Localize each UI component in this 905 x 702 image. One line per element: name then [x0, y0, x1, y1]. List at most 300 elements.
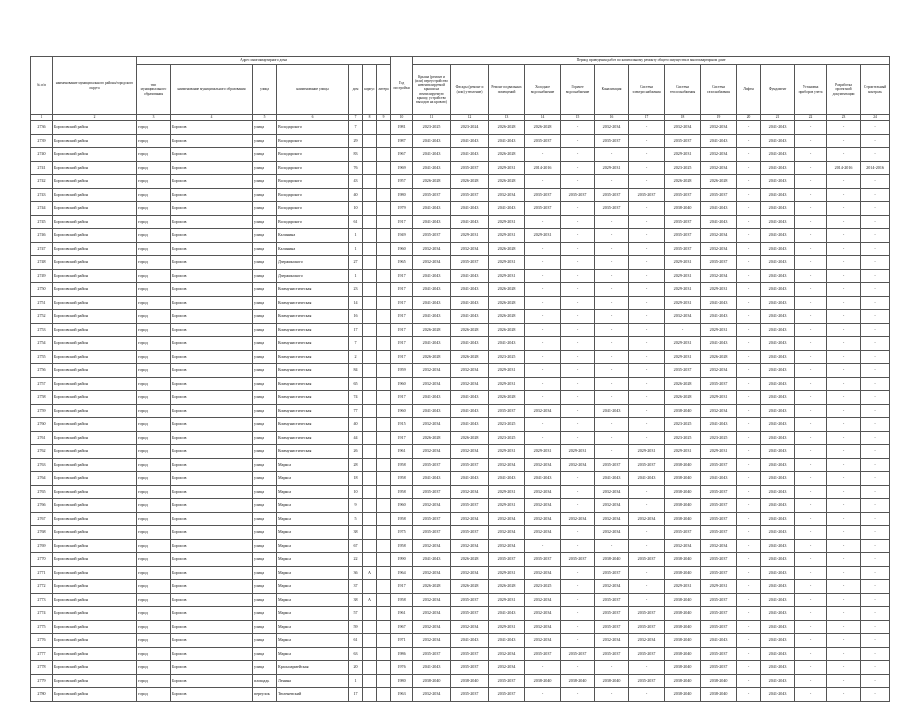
table-cell: 2026-2028 — [489, 242, 525, 256]
table-cell: 2035-2037 — [701, 553, 737, 567]
table-cell: город — [137, 296, 171, 310]
table-cell — [377, 485, 391, 499]
table-cell: - — [629, 283, 665, 297]
table-cell: 18 — [349, 472, 363, 486]
table-cell: 2032-2034 — [451, 512, 489, 526]
table-cell: 2041-2043 — [761, 431, 795, 445]
table-row — [31, 350, 890, 364]
table-cell: 2742 — [31, 175, 53, 189]
table-cell: улица — [253, 296, 277, 310]
table-cell: 2041-2043 — [413, 202, 451, 216]
table-cell — [363, 215, 377, 229]
table-cell: 43 — [349, 175, 363, 189]
table-cell: переулок — [253, 688, 277, 702]
table-cell: - — [861, 580, 890, 594]
table-cell: - — [827, 269, 861, 283]
table-cell: 2026-2028 — [665, 391, 701, 405]
table-cell: 2026-2028 — [489, 283, 525, 297]
table-cell: 2757 — [31, 377, 53, 391]
table-cell: 2747 — [31, 242, 53, 256]
table-cell: 7 — [349, 121, 363, 135]
table-cell: 2771 — [31, 566, 53, 580]
table-cell: 1 — [349, 674, 363, 688]
table-cell: город — [137, 688, 171, 702]
table-cell: 1979 — [391, 202, 413, 216]
table-cell: Маркса — [277, 458, 349, 472]
table-cell: - — [795, 661, 827, 675]
table-cell: 2032-2034 — [701, 404, 737, 418]
col-header-8: корпус — [363, 65, 377, 115]
table-row — [31, 566, 890, 580]
table-cell: улица — [253, 229, 277, 243]
table-cell: 2032-2034 — [413, 634, 451, 648]
table-cell: 16 — [349, 310, 363, 324]
table-cell: - — [561, 580, 595, 594]
table-cell: 2041-2043 — [761, 458, 795, 472]
table-cell — [377, 526, 391, 540]
table-cell: город — [137, 580, 171, 594]
table-cell: Коммунистическая — [277, 323, 349, 337]
table-cell: 2032-2034 — [525, 404, 561, 418]
table-cell: - — [827, 431, 861, 445]
table-cell: - — [737, 512, 761, 526]
table-row — [31, 377, 890, 391]
table-cell: город — [137, 620, 171, 634]
table-cell: 1917 — [391, 215, 413, 229]
table-cell: Коммунистическая — [277, 310, 349, 324]
table-cell: - — [737, 661, 761, 675]
table-cell: - — [595, 242, 629, 256]
table-cell: 76 — [349, 161, 363, 175]
col-header-7: дом — [349, 65, 363, 115]
table-cell: - — [795, 323, 827, 337]
table-cell — [377, 620, 391, 634]
table-cell: 1964 — [391, 566, 413, 580]
table-cell: 2763 — [31, 458, 53, 472]
table-cell: - — [525, 661, 561, 675]
table-cell: 2023-2025 — [489, 418, 525, 432]
col-header-17: Система электроснабжения — [629, 65, 665, 115]
table-cell: - — [595, 296, 629, 310]
table-cell: - — [561, 526, 595, 540]
table-cell: 2041-2043 — [761, 647, 795, 661]
table-cell: - — [525, 269, 561, 283]
table-cell: 1986 — [391, 647, 413, 661]
table-cell: 2762 — [31, 445, 53, 459]
table-cell: Маркса — [277, 566, 349, 580]
col-header-22: Установка приборов учета — [795, 65, 827, 115]
table-cell: 2026-2028 — [489, 391, 525, 405]
table-cell: 2038-2040 — [561, 674, 595, 688]
table-cell: 2035-2037 — [451, 499, 489, 513]
table-cell: 2041-2043 — [489, 134, 525, 148]
table-cell: 2035-2037 — [451, 256, 489, 270]
table-cell — [377, 634, 391, 648]
table-cell: Борисовский район — [53, 256, 137, 270]
table-cell: - — [861, 607, 890, 621]
table-cell: 74 — [349, 391, 363, 405]
table-cell: 2029-2031 — [701, 580, 737, 594]
table-cell: 2041-2043 — [761, 620, 795, 634]
table-cell: - — [561, 310, 595, 324]
col-header-6: наименование улицы — [277, 65, 349, 115]
table-cell: Борисов — [171, 175, 253, 189]
table-cell — [377, 323, 391, 337]
table-cell: 2023-2025 — [665, 418, 701, 432]
table-cell: 2746 — [31, 229, 53, 243]
table-cell: 2032-2034 — [413, 418, 451, 432]
table-cell: - — [629, 161, 665, 175]
table-cell: - — [795, 472, 827, 486]
table-cell: 2041-2043 — [451, 202, 489, 216]
table-cell — [377, 256, 391, 270]
table-cell: город — [137, 323, 171, 337]
table-cell: 2041-2043 — [761, 377, 795, 391]
table-cell: - — [795, 688, 827, 702]
table-cell: Дзержинского — [277, 269, 349, 283]
table-cell: 1917 — [391, 283, 413, 297]
table-cell: 2038-2040 — [665, 512, 701, 526]
table-cell: 2035-2037 — [595, 202, 629, 216]
table-cell: 2032-2034 — [413, 688, 451, 702]
table-cell: 2029-2031 — [665, 350, 701, 364]
table-cell: 2769 — [31, 539, 53, 553]
table-cell — [377, 499, 391, 513]
table-cell: - — [861, 485, 890, 499]
table-cell: 2035-2037 — [489, 404, 525, 418]
table-cell: Борисовский район — [53, 539, 137, 553]
table-cell: 2032-2034 — [413, 364, 451, 378]
table-cell: Коммунистическая — [277, 445, 349, 459]
table-cell — [363, 580, 377, 594]
table-cell: 2026-2028 — [413, 323, 451, 337]
table-cell: Коммунистическая — [277, 377, 349, 391]
table-row — [31, 283, 890, 297]
table-cell: - — [795, 431, 827, 445]
table-cell: - — [737, 539, 761, 553]
table-cell: - — [827, 202, 861, 216]
table-cell: 2032-2034 — [451, 485, 489, 499]
table-cell: - — [795, 310, 827, 324]
table-cell: - — [795, 391, 827, 405]
table-cell: 2041-2043 — [451, 269, 489, 283]
table-cell: - — [827, 499, 861, 513]
column-number-cell: 4 — [171, 115, 253, 121]
table-cell: - — [629, 566, 665, 580]
table-cell: - — [561, 607, 595, 621]
table-cell: город — [137, 188, 171, 202]
table-cell: Красноармейская — [277, 661, 349, 675]
column-number-cell: 23 — [827, 115, 861, 121]
table-cell: улица — [253, 661, 277, 675]
column-number-cell: 6 — [277, 115, 349, 121]
table-cell: - — [629, 242, 665, 256]
table-cell: 2032-2034 — [489, 661, 525, 675]
table-cell: город — [137, 553, 171, 567]
table-cell: 2041-2043 — [761, 242, 795, 256]
table-cell: улица — [253, 134, 277, 148]
table-cell: 2041-2043 — [761, 593, 795, 607]
table-cell: Володарского — [277, 215, 349, 229]
table-row — [31, 188, 890, 202]
repair-schedule-table — [30, 56, 890, 702]
table-cell: 2029-2031 — [701, 391, 737, 405]
table-cell: - — [561, 256, 595, 270]
table-cell: Борисовский район — [53, 391, 137, 405]
table-cell: 1917 — [391, 310, 413, 324]
table-cell: улица — [253, 512, 277, 526]
table-cell: 2029-2031 — [665, 148, 701, 162]
table-cell: улица — [253, 647, 277, 661]
table-cell — [377, 148, 391, 162]
table-cell: 2038-2040 — [665, 647, 701, 661]
table-row — [31, 634, 890, 648]
table-cell: - — [525, 242, 561, 256]
table-cell: - — [737, 458, 761, 472]
table-row — [31, 580, 890, 594]
table-cell: 2041-2043 — [413, 296, 451, 310]
table-cell: город — [137, 445, 171, 459]
table-cell — [377, 391, 391, 405]
table-cell: - — [595, 391, 629, 405]
table-cell: 2032-2034 — [451, 377, 489, 391]
table-cell: 2035-2037 — [561, 647, 595, 661]
table-cell: - — [827, 404, 861, 418]
table-cell: 2750 — [31, 283, 53, 297]
table-cell: улица — [253, 418, 277, 432]
table-cell: Борисовский район — [53, 431, 137, 445]
table-cell — [363, 350, 377, 364]
table-cell — [377, 607, 391, 621]
table-cell: город — [137, 391, 171, 405]
table-cell: 1 — [349, 229, 363, 243]
table-cell: - — [525, 175, 561, 189]
table-cell: 2041-2043 — [489, 202, 525, 216]
table-cell: 2041-2043 — [413, 391, 451, 405]
table-cell: 2739 — [31, 134, 53, 148]
table-cell — [363, 607, 377, 621]
table-cell: Борисовский район — [53, 404, 137, 418]
table-cell: 2041-2043 — [451, 134, 489, 148]
table-cell: 2041-2043 — [701, 337, 737, 351]
table-cell: Володарского — [277, 175, 349, 189]
table-cell: 2041-2043 — [451, 296, 489, 310]
table-cell: улица — [253, 175, 277, 189]
table-cell: - — [561, 593, 595, 607]
table-cell: 2035-2037 — [665, 134, 701, 148]
table-cell: - — [629, 215, 665, 229]
table-cell: 2032-2034 — [413, 445, 451, 459]
table-cell: 2029-2031 — [489, 269, 525, 283]
table-cell: - — [861, 647, 890, 661]
table-cell: - — [827, 688, 861, 702]
table-cell: 2026-2028 — [489, 310, 525, 324]
table-cell: 2032-2034 — [701, 229, 737, 243]
table-cell: 2032-2034 — [413, 242, 451, 256]
table-cell: 2035-2037 — [629, 188, 665, 202]
table-cell: 2032-2034 — [595, 499, 629, 513]
table-cell: Борисов — [171, 620, 253, 634]
table-cell: 2035-2037 — [665, 188, 701, 202]
table-cell: - — [861, 553, 890, 567]
table-cell: - — [861, 134, 890, 148]
table-cell — [363, 323, 377, 337]
table-cell: 2035-2037 — [561, 553, 595, 567]
table-cell: 1958 — [391, 539, 413, 553]
table-cell: 2032-2034 — [489, 539, 525, 553]
table-cell: 63 — [349, 647, 363, 661]
table-cell: - — [861, 404, 890, 418]
column-number-cell: 24 — [861, 115, 890, 121]
table-row — [31, 337, 890, 351]
table-cell: 2758 — [31, 391, 53, 405]
table-cell: 2029-2031 — [451, 229, 489, 243]
table-row — [31, 472, 890, 486]
table-cell — [377, 161, 391, 175]
table-cell: - — [827, 148, 861, 162]
table-cell: - — [561, 377, 595, 391]
table-cell: 2041-2043 — [761, 499, 795, 513]
table-cell: 2035-2037 — [701, 485, 737, 499]
table-cell: 2041-2043 — [761, 188, 795, 202]
table-cell: 36 — [349, 566, 363, 580]
table-cell: 2041-2043 — [761, 580, 795, 594]
table-cell: Борисовский район — [53, 188, 137, 202]
table-cell: Маркса — [277, 634, 349, 648]
table-cell — [363, 188, 377, 202]
table-row — [31, 485, 890, 499]
table-cell: Борисовский район — [53, 593, 137, 607]
table-cell: 2014-2016 — [861, 161, 890, 175]
table-cell: Борисовский район — [53, 472, 137, 486]
table-cell: Борисов — [171, 310, 253, 324]
table-cell: - — [827, 634, 861, 648]
table-cell: 2041-2043 — [761, 472, 795, 486]
table-cell: 2032-2034 — [701, 242, 737, 256]
table-cell: 2032-2034 — [525, 526, 561, 540]
table-cell: - — [737, 188, 761, 202]
table-cell: - — [561, 485, 595, 499]
table-cell: Борисовский район — [53, 418, 137, 432]
table-cell: 2753 — [31, 323, 53, 337]
table-cell: 2029-2031 — [489, 485, 525, 499]
table-cell: Борисовский район — [53, 553, 137, 567]
table-cell: город — [137, 566, 171, 580]
table-cell: Борисов — [171, 674, 253, 688]
table-cell: улица — [253, 188, 277, 202]
table-cell: 5 — [349, 512, 363, 526]
table-cell — [363, 256, 377, 270]
table-cell: - — [827, 661, 861, 675]
table-cell: 1963 — [391, 688, 413, 702]
table-cell: 1971 — [391, 634, 413, 648]
table-cell: - — [861, 242, 890, 256]
table-cell: - — [737, 148, 761, 162]
table-cell: - — [861, 188, 890, 202]
table-cell: город — [137, 634, 171, 648]
table-cell: 40 — [349, 188, 363, 202]
table-cell: - — [737, 674, 761, 688]
table-row — [31, 269, 890, 283]
table-cell: 2041-2043 — [761, 661, 795, 675]
table-cell: - — [629, 593, 665, 607]
table-cell: 2026-2028 — [413, 350, 451, 364]
table-cell: Борисовский район — [53, 148, 137, 162]
table-cell: - — [629, 418, 665, 432]
table-cell: 2029-2031 — [489, 593, 525, 607]
table-cell: 2035-2037 — [595, 593, 629, 607]
table-cell: - — [827, 296, 861, 310]
table-cell: Борисов — [171, 269, 253, 283]
table-cell: 1917 — [391, 350, 413, 364]
table-cell: 2035-2037 — [701, 458, 737, 472]
table-cell — [363, 229, 377, 243]
table-row — [31, 620, 890, 634]
table-cell: - — [795, 377, 827, 391]
table-cell: 2032-2034 — [525, 607, 561, 621]
table-cell — [377, 377, 391, 391]
table-cell: 2773 — [31, 593, 53, 607]
table-cell: 2770 — [31, 553, 53, 567]
table-cell: 2041-2043 — [413, 661, 451, 675]
table-cell: - — [861, 688, 890, 702]
table-cell: Борисов — [171, 647, 253, 661]
table-cell: Борисовский район — [53, 607, 137, 621]
table-cell: 2032-2034 — [413, 593, 451, 607]
table-cell: город — [137, 202, 171, 216]
table-cell: 1917 — [391, 296, 413, 310]
table-cell: - — [827, 607, 861, 621]
table-cell: Борисовский район — [53, 688, 137, 702]
table-cell: 2032-2034 — [561, 458, 595, 472]
table-cell: улица — [253, 148, 277, 162]
table-cell: 2035-2037 — [451, 607, 489, 621]
table-cell: Борисовский район — [53, 296, 137, 310]
table-cell: - — [561, 296, 595, 310]
table-cell: улица — [253, 377, 277, 391]
table-cell: 1960 — [391, 499, 413, 513]
table-cell: 2041-2043 — [489, 472, 525, 486]
table-cell: - — [827, 364, 861, 378]
table-cell: 2038-2040 — [595, 553, 629, 567]
table-cell: 2029-2031 — [489, 215, 525, 229]
table-cell: Борисов — [171, 580, 253, 594]
table-cell: 2041-2043 — [451, 337, 489, 351]
table-cell: 2041-2043 — [451, 634, 489, 648]
table-cell — [377, 269, 391, 283]
table-cell: 26 — [349, 445, 363, 459]
table-cell: 1969 — [391, 161, 413, 175]
table-cell: 1967 — [391, 148, 413, 162]
table-cell: 2029-2031 — [489, 445, 525, 459]
column-number-cell: 18 — [665, 115, 701, 121]
table-cell: Борисовский район — [53, 134, 137, 148]
table-cell: 2041-2043 — [413, 269, 451, 283]
table-cell — [363, 202, 377, 216]
table-cell: - — [737, 647, 761, 661]
table-cell: - — [561, 499, 595, 513]
table-cell: улица — [253, 337, 277, 351]
col-header-3: тип муниципального образования — [137, 65, 171, 115]
table-cell: 2775 — [31, 620, 53, 634]
table-cell: 2041-2043 — [761, 553, 795, 567]
table-cell: город — [137, 121, 171, 135]
table-row — [31, 215, 890, 229]
table-cell: 2029-2031 — [665, 337, 701, 351]
table-cell: Ленина — [277, 674, 349, 688]
col-header-21: Фундамент — [761, 65, 795, 115]
table-row — [31, 458, 890, 472]
